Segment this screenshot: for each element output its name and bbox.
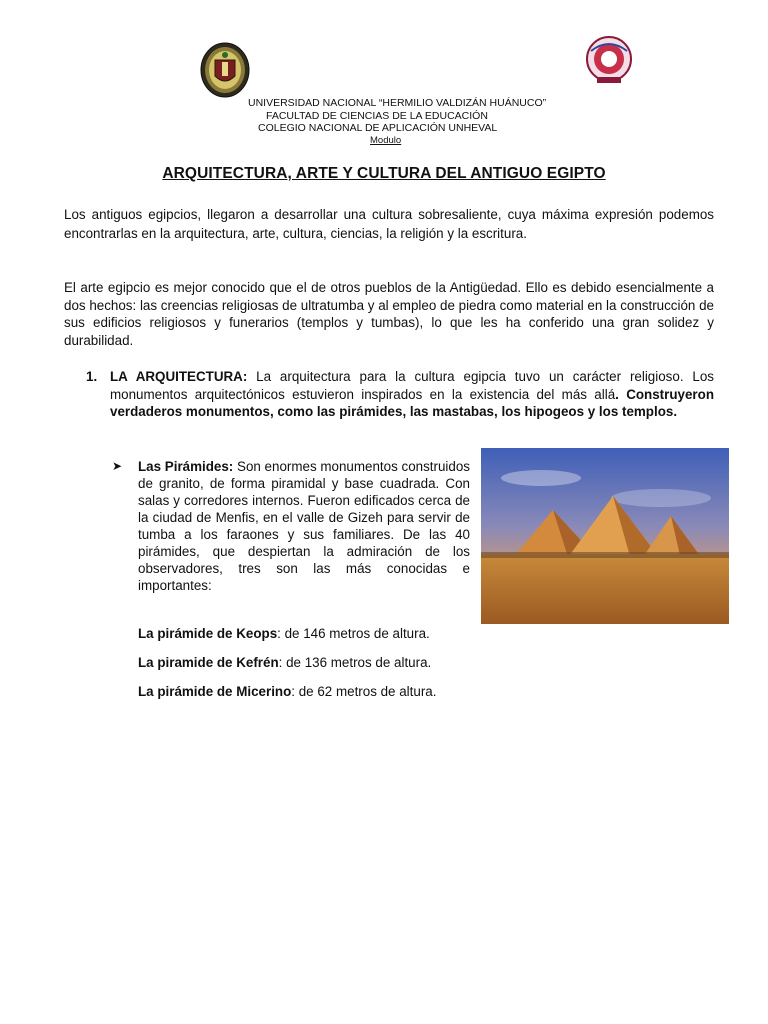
faculty-name: FACULTAD DE CIENCIAS DE LA EDUCACIÓN	[266, 110, 488, 122]
university-name: UNIVERSIDAD NACIONAL “HERMILIO VALDIZÁN HUÁNUCO”	[248, 97, 547, 109]
pyramids-photo	[481, 448, 729, 624]
section-text-a: La arquitectura para la cultura egipcia tuvo un carácter religioso. Los monumentos arquitectónicos estuvieron inspirados en la existencia del más allá	[110, 369, 714, 402]
pyramids-heading: Las Pirámides:	[138, 459, 234, 474]
pyramid-name: La pirámide de Keops	[138, 626, 278, 641]
pyramids-bullet	[112, 458, 470, 594]
college-name: COLEGIO NACIONAL DE APLICACIÓN UNHEVAL	[258, 122, 498, 134]
pyramids-description: Son enormes monumentos construidos de granito, de forma piramidal y base cuadrada. Con salas y corredores internos. Fueron edificados cerca de la ciudad de Menfis, en el valle de Gizeh para servir de tumba a los faraones y sus familiares. De las 40 pirámides, que despiertan la admiración de los observadores, tres son las más conocidas e importantes:	[138, 459, 470, 593]
pyramid-list-item	[138, 683, 436, 700]
section-architecture	[86, 368, 714, 421]
section-text-b: . Construyeron verdaderos monumentos, como las pirámides, las mastabas, los hipogeos y los templos	[110, 386, 714, 419]
art-paragraph: El arte egipcio es mejor conocido que el de otros pueblos de la Antigüedad. Ello es debido esencialmente a dos hechos: las creencias religiosas de ultratumba y al empleo de piedra como material en la construcción de sus edificios religiosos y funerarios (templos y tumbas), lo que les ha conferido una gran solidez y durabilidad.	[64, 280, 714, 348]
module-label: Modulo	[370, 135, 402, 146]
section-number: 1.	[86, 369, 98, 384]
pyramid-list-item	[138, 625, 430, 642]
pyramid-detail: : de 62 metros de altura.	[291, 684, 437, 699]
page-title: ARQUITECTURA, ARTE Y CULTURA DEL ANTIGUO EGIPTO	[162, 165, 606, 182]
arrow-bullet-icon: ➤	[112, 459, 123, 473]
section-heading: LA ARQUITECTURA:	[110, 369, 248, 384]
pyramid-detail: : de 146 metros de altura.	[277, 626, 430, 641]
pyramid-list-item	[138, 654, 431, 671]
pyramids-text	[138, 458, 470, 594]
intro-paragraph: Los antiguos egipcios, llegaron a desarrollar una cultura sobresaliente, cuya máxima expresión podemos encontrarlas en la arquitectura, arte, cultura, ciencias, la religión y la escritura.	[64, 207, 714, 241]
section-architecture-text	[110, 368, 714, 421]
university-seal-logo	[200, 42, 250, 98]
pyramid-detail: : de 136 metros de altura.	[278, 655, 432, 670]
pyramid-name: La pirámide de Micerino	[138, 684, 292, 699]
pyramid-name: La piramide de Kefrén	[138, 655, 279, 670]
college-emblem-logo	[581, 35, 637, 85]
section-text-c: .	[673, 404, 678, 419]
